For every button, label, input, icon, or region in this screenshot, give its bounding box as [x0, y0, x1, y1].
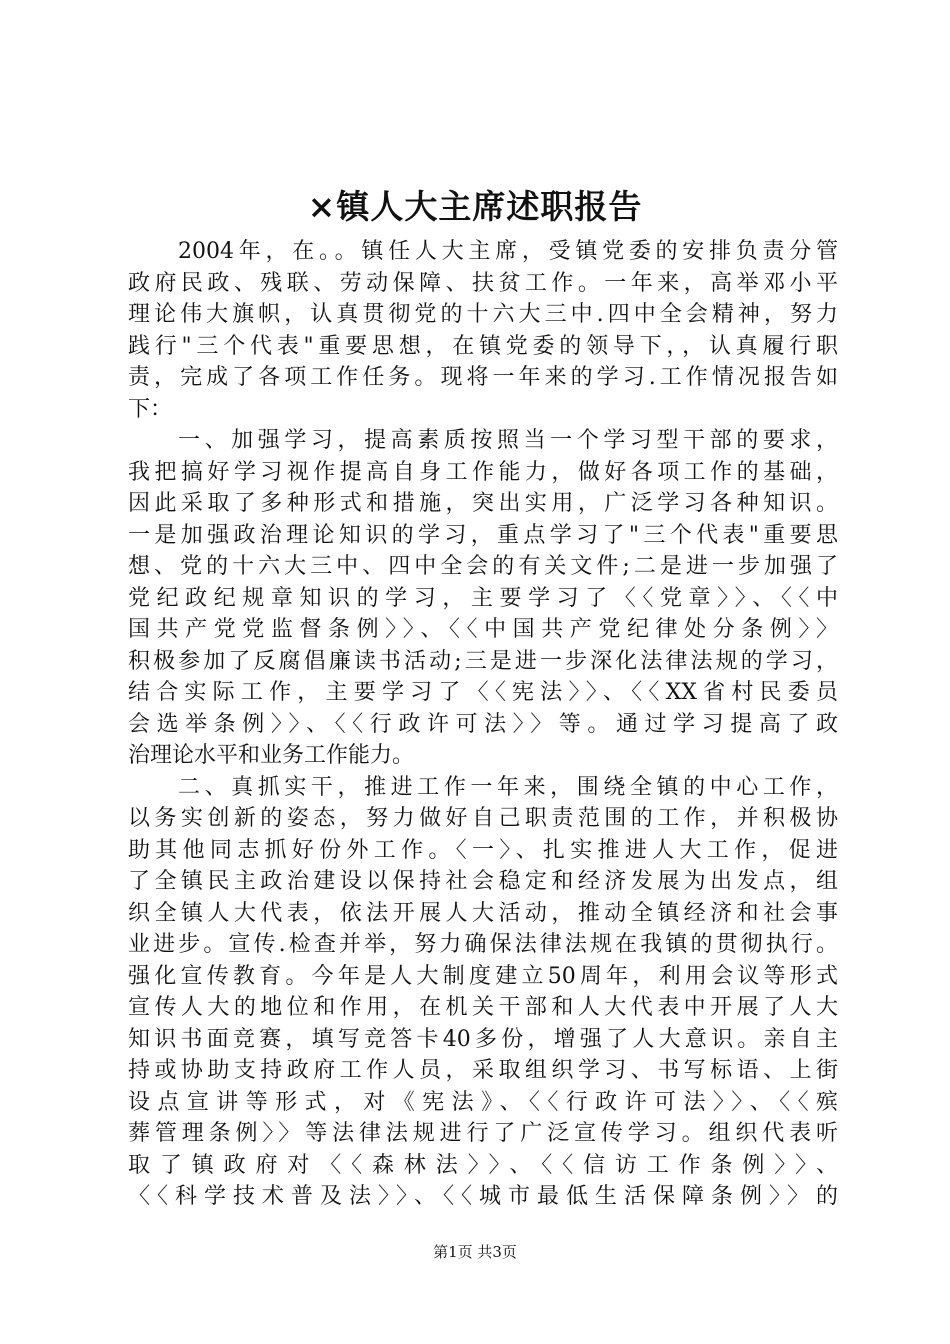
text-line: 持或协助支持政府工作人员，采取组织学习、书写标语、上街	[128, 1058, 838, 1083]
text-line: 国共产党党监督条例〉〉、〈〈中国共产党纪律处分条例〉〉	[128, 617, 838, 642]
text-line: 结合实际工作，主要学习了〈〈宪法〉〉、〈〈XX省村民委员	[128, 680, 838, 705]
text-line: 以务实创新的姿态，努力做好自己职责范围的工作，并积极协	[128, 806, 838, 831]
text-line: 会选举条例〉〉、〈〈行政许可法〉〉等。通过学习提高了政	[128, 711, 838, 737]
text-line: 〈〈科学技术普及法〉〉、〈〈城市最低生活保障条例〉〉的	[128, 1184, 838, 1209]
document-body	[128, 236, 838, 1213]
text-line: 设点宣讲等形式，对《宪法》、〈〈行政许可法〉〉、〈〈殡	[128, 1089, 838, 1115]
text-line: 下：	[128, 396, 173, 422]
paragraph-3	[128, 772, 838, 1213]
text-line: 因此采取了多种形式和措施，突出实用，广泛学习各种知识。	[128, 491, 838, 516]
text-line: 强化宣传教育。今年是人大制度建立50周年，利用会议等形式	[128, 963, 838, 989]
text-line: 取了镇政府对〈〈森林法〉〉、〈〈信访工作条例〉〉、	[128, 1152, 838, 1178]
text-line: 政府民政、残联、劳动保障、扶贫工作。一年来，高举邓小平	[128, 270, 838, 296]
document-title: ×镇人大主席述职报告	[307, 187, 643, 226]
text-line: 二、真抓实干，推进工作一年来，围绕全镇的中心工作，	[178, 774, 838, 800]
text-line: 知识书面竞赛，填写竞答卡40多份，增强了人大意识。亲自主	[128, 1026, 838, 1052]
paragraph-1	[128, 236, 838, 425]
text-line: 助其他同志抓好份外工作。〈一〉、扎实推进人大工作，促进	[128, 837, 838, 863]
text-line: 责，完成了各项工作任务。现将一年来的学习.工作情况报告如	[128, 365, 838, 390]
text-line: 织全镇人大代表，依法开展人大活动，推动全镇经济和社会事	[128, 900, 838, 926]
paragraph-2	[128, 425, 838, 772]
text-line: 想、党的十六大三中、四中全会的有关文件;二是进一步加强了	[128, 554, 838, 579]
text-line: 一是加强政治理论知识的学习，重点学习了"三个代表"重要思	[128, 522, 838, 548]
text-line: 葬管理条例〉〉等法律法规进行了广泛宣传学习。组织代表听	[128, 1121, 838, 1146]
text-line: 了全镇民主政治建设以保持社会稳定和经济发展为出发点，组	[128, 869, 838, 894]
text-line: 宣传人大的地位和作用，在机关干部和人大代表中开展了人大	[128, 995, 838, 1020]
text-line: 业进步。宣传.检查并举，努力确保法律法规在我镇的贯彻执行。	[128, 932, 838, 957]
text-line: 一、加强学习，提高素质按照当一个学习型干部的要求，	[178, 428, 838, 453]
text-line: 理论伟大旗帜，认真贯彻党的十六大三中.四中全会精神，努力	[128, 302, 838, 327]
text-line: 践行"三个代表"重要思想，在镇党委的领导下，，认真履行职	[128, 333, 838, 359]
text-line: 党纪政纪规章知识的学习，主要学习了〈〈党章〉〉、〈〈中	[128, 585, 838, 611]
text-line: 治理论水平和业务工作能力。	[128, 743, 415, 768]
text-line: 2004年，在。。镇任人大主席，受镇党委的安排负责分管	[178, 239, 838, 264]
text-line: 我把搞好学习视作提高自身工作能力，做好各项工作的基础，	[128, 459, 838, 485]
text-line: 积极参加了反腐倡廉读书活动;三是进一步深化法律法规的学习，	[128, 648, 838, 674]
page-number-footer: 第1页 共3页	[433, 1243, 517, 1261]
